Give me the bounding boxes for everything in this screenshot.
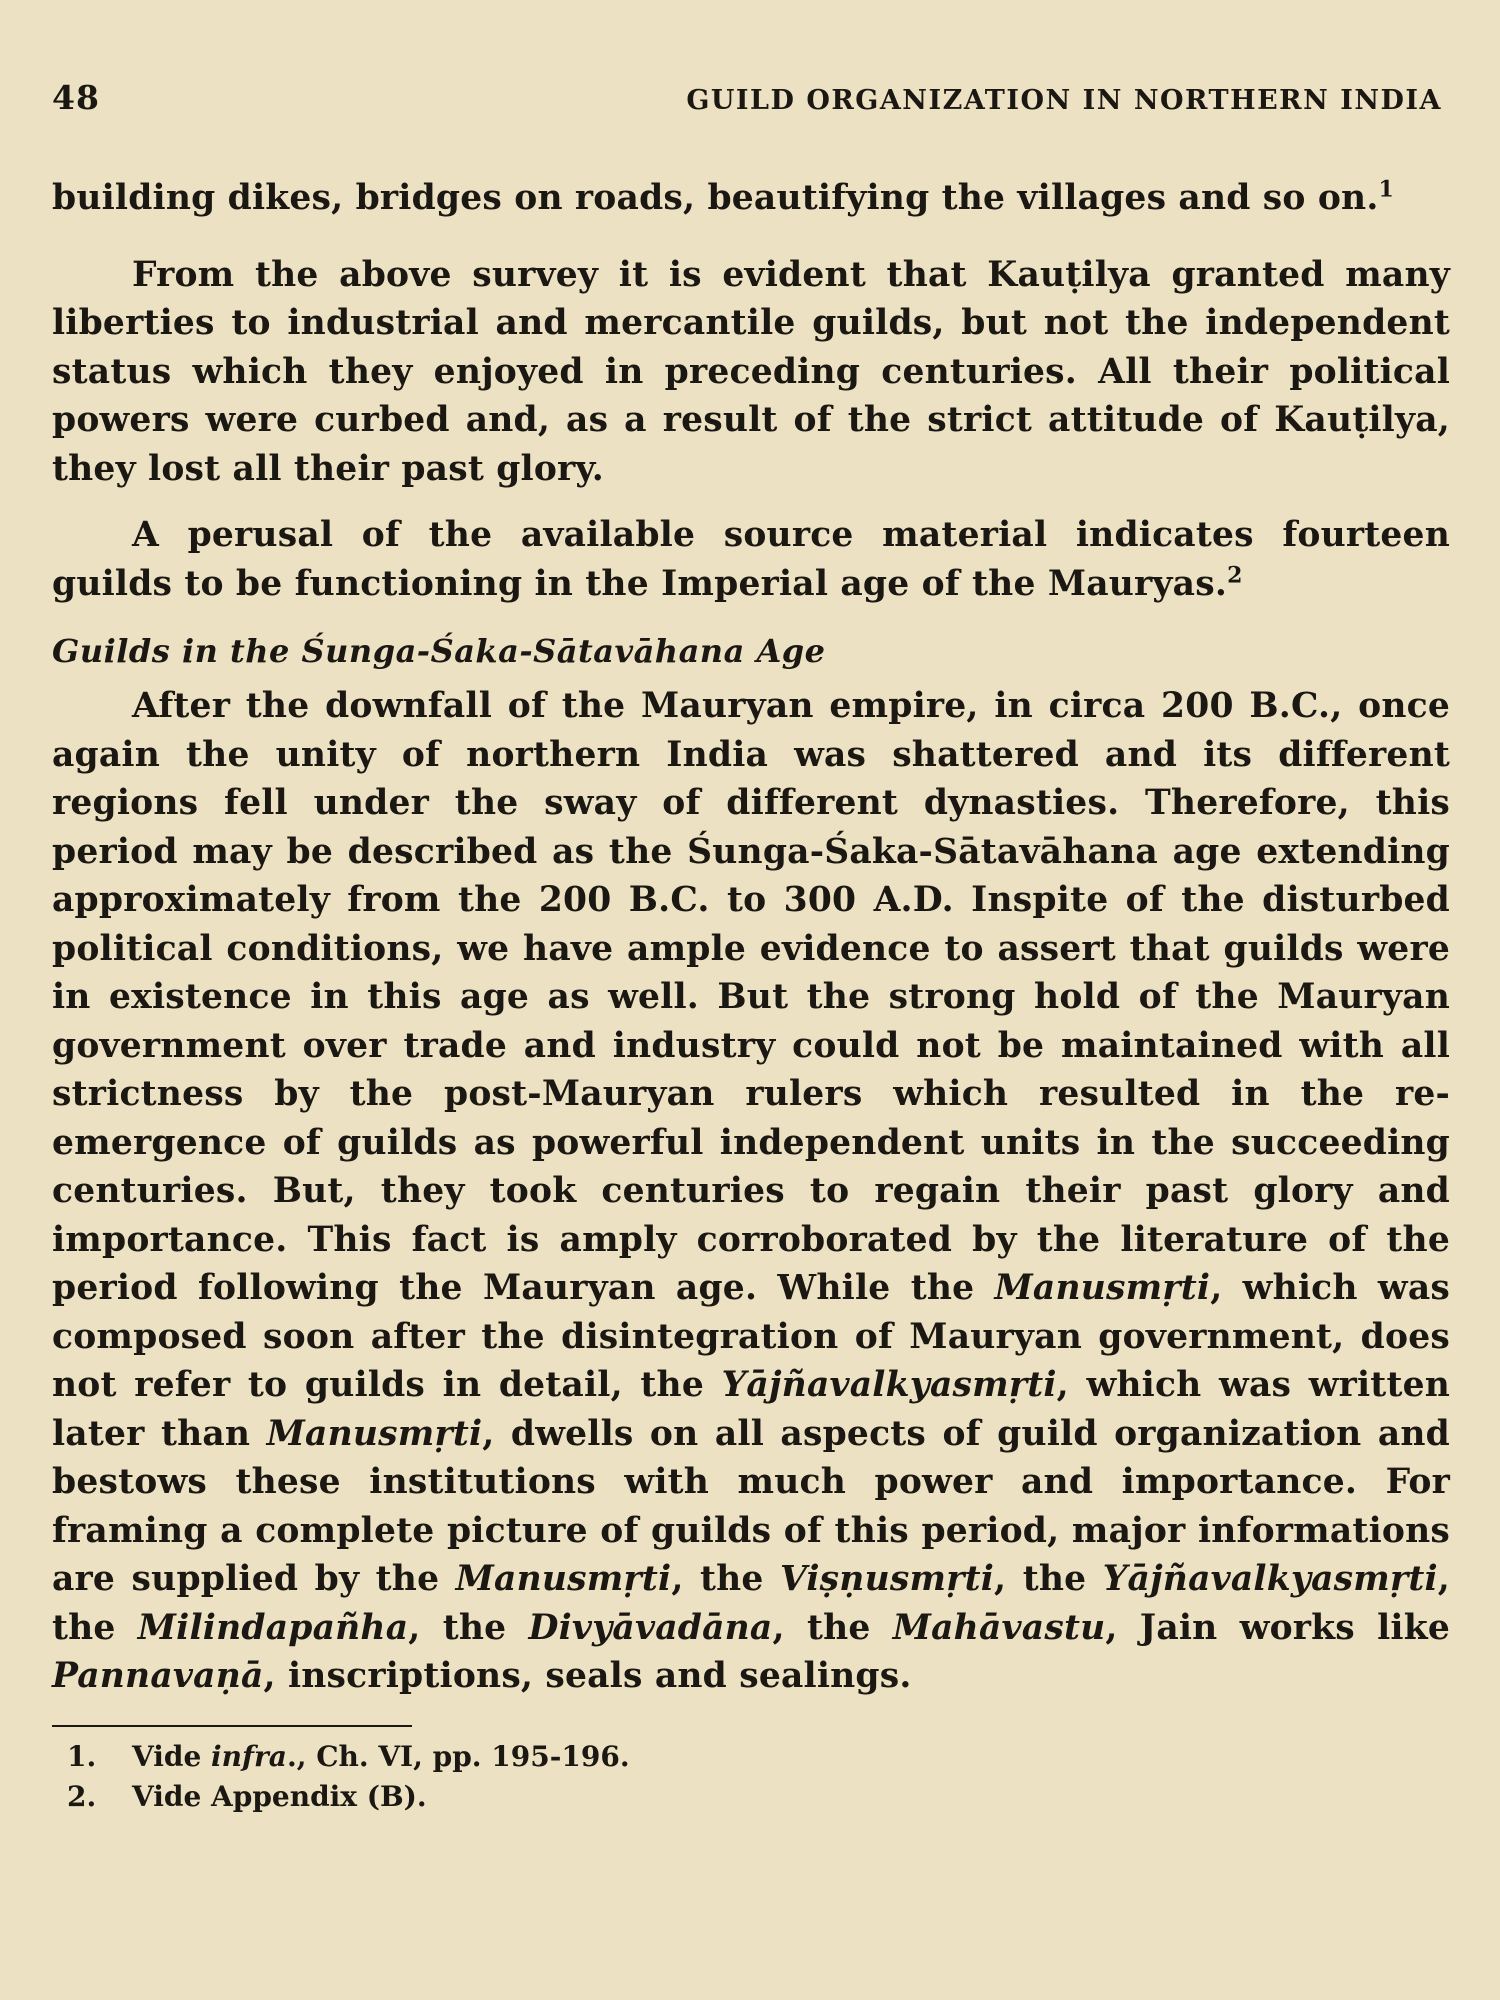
work-title: Yājñavalkyasmṛti — [1102, 1559, 1438, 1599]
footnote-ref-1: 1 — [1378, 176, 1395, 203]
footnote-text — [132, 1737, 630, 1777]
paragraph-continued — [52, 174, 1450, 223]
footnote-ref-2: 2 — [1227, 562, 1243, 588]
footnote-number: 1. — [67, 1739, 97, 1773]
section-heading: Guilds in the Śunga-Śaka-Sātavāhana Age — [52, 632, 826, 670]
paragraph-text: A perusal of the available source material indicates fourteen guilds to be functioning in the Imperial age of the Mauryas. — [52, 515, 1450, 604]
text-run: Vide — [132, 1739, 212, 1773]
text-run: , the — [671, 1559, 781, 1599]
text-run: , the — [772, 1607, 893, 1648]
footnote-divider — [52, 1725, 412, 1727]
text-run: , the — [408, 1607, 529, 1648]
text-run: , dwells on all aspects of guild organization and bestows these institutions with much power and importance. For framing a complete picture of guilds of this period, major informations are supplied by the — [52, 1413, 1451, 1599]
work-title: Mahāvastu — [892, 1607, 1106, 1648]
text-run: , inscriptions, seals and sealings. — [263, 1656, 912, 1696]
work-title: Manusmṛti — [266, 1413, 483, 1454]
work-title: Manusmṛti — [994, 1268, 1211, 1308]
footnote-text: Vide Appendix (B). — [132, 1779, 427, 1813]
work-title: Yājñavalkyasmṛti — [721, 1365, 1057, 1405]
text-run: , which was written later than — [52, 1365, 1451, 1454]
paragraph-text: building dikes, bridges on roads, beautifying the villages and so on. — [52, 178, 1379, 218]
text-run: , which was composed soon after the disintegration of Mauryan government, does not refer to guilds in detail, the — [52, 1268, 1451, 1405]
text-run: After the downfall of the Mauryan empire, in circa 200 B.C., once again the unity of northern India was shattered and its different regions fell under the sway of different dynasties. Therefore, this period may be described as the Śunga-Śaka-Sātavāhana age extending approximately from the 200 B.C. to 300 A.D. Inspite of the disturbed political conditions, we have ample evidence to assert that guilds were in existence in this age as well. But the strong hold of the Mauryan government over trade and industry could not be maintained with all strictness by the post-Mauryan rulers which resulted in the re-emergence of guilds as powerful independent units in the succeeding centuries. But, they took centuries to regain their past glory and importance. This fact is amply corroborated by the literature of the period following the Mauryan age. While the — [52, 686, 1450, 1308]
work-title: Divyāvadāna — [528, 1607, 773, 1648]
footnotes — [52, 1737, 1450, 1817]
work-title: Milindapañha — [137, 1607, 409, 1648]
work-title: Manusmṛti — [455, 1559, 672, 1599]
text-run: ., Ch. VI, pp. 195-196. — [286, 1739, 630, 1773]
paragraph: From the above survey it is evident that Kauṭilya granted many liberties to industrial and mercantile guilds, but not the independent status which they enjoyed in preceding centuries. All their political powers were curbed and, as a result of the strict attitude of Kauṭilya, they lost all their past glory. — [52, 254, 1450, 489]
page-number: 48 — [52, 78, 100, 117]
body-text — [52, 174, 1450, 1701]
text-run: , the — [994, 1559, 1103, 1599]
paragraph — [52, 682, 1450, 1701]
footnote-2 — [52, 1777, 1450, 1817]
text-run: infra — [211, 1739, 287, 1773]
work-title: Viṣṇusmṛti — [780, 1559, 995, 1599]
text-run: , the — [52, 1559, 1450, 1648]
footnote-1 — [52, 1737, 1450, 1777]
footnote-number: 2. — [67, 1779, 97, 1813]
text-run: , Jain works like — [1105, 1607, 1450, 1648]
running-head: GUILD ORGANIZATION IN NORTHERN INDIA — [686, 85, 1442, 116]
page-header — [52, 78, 1450, 134]
paragraph — [52, 511, 1450, 608]
work-title: Pannavaṇā — [52, 1656, 264, 1696]
